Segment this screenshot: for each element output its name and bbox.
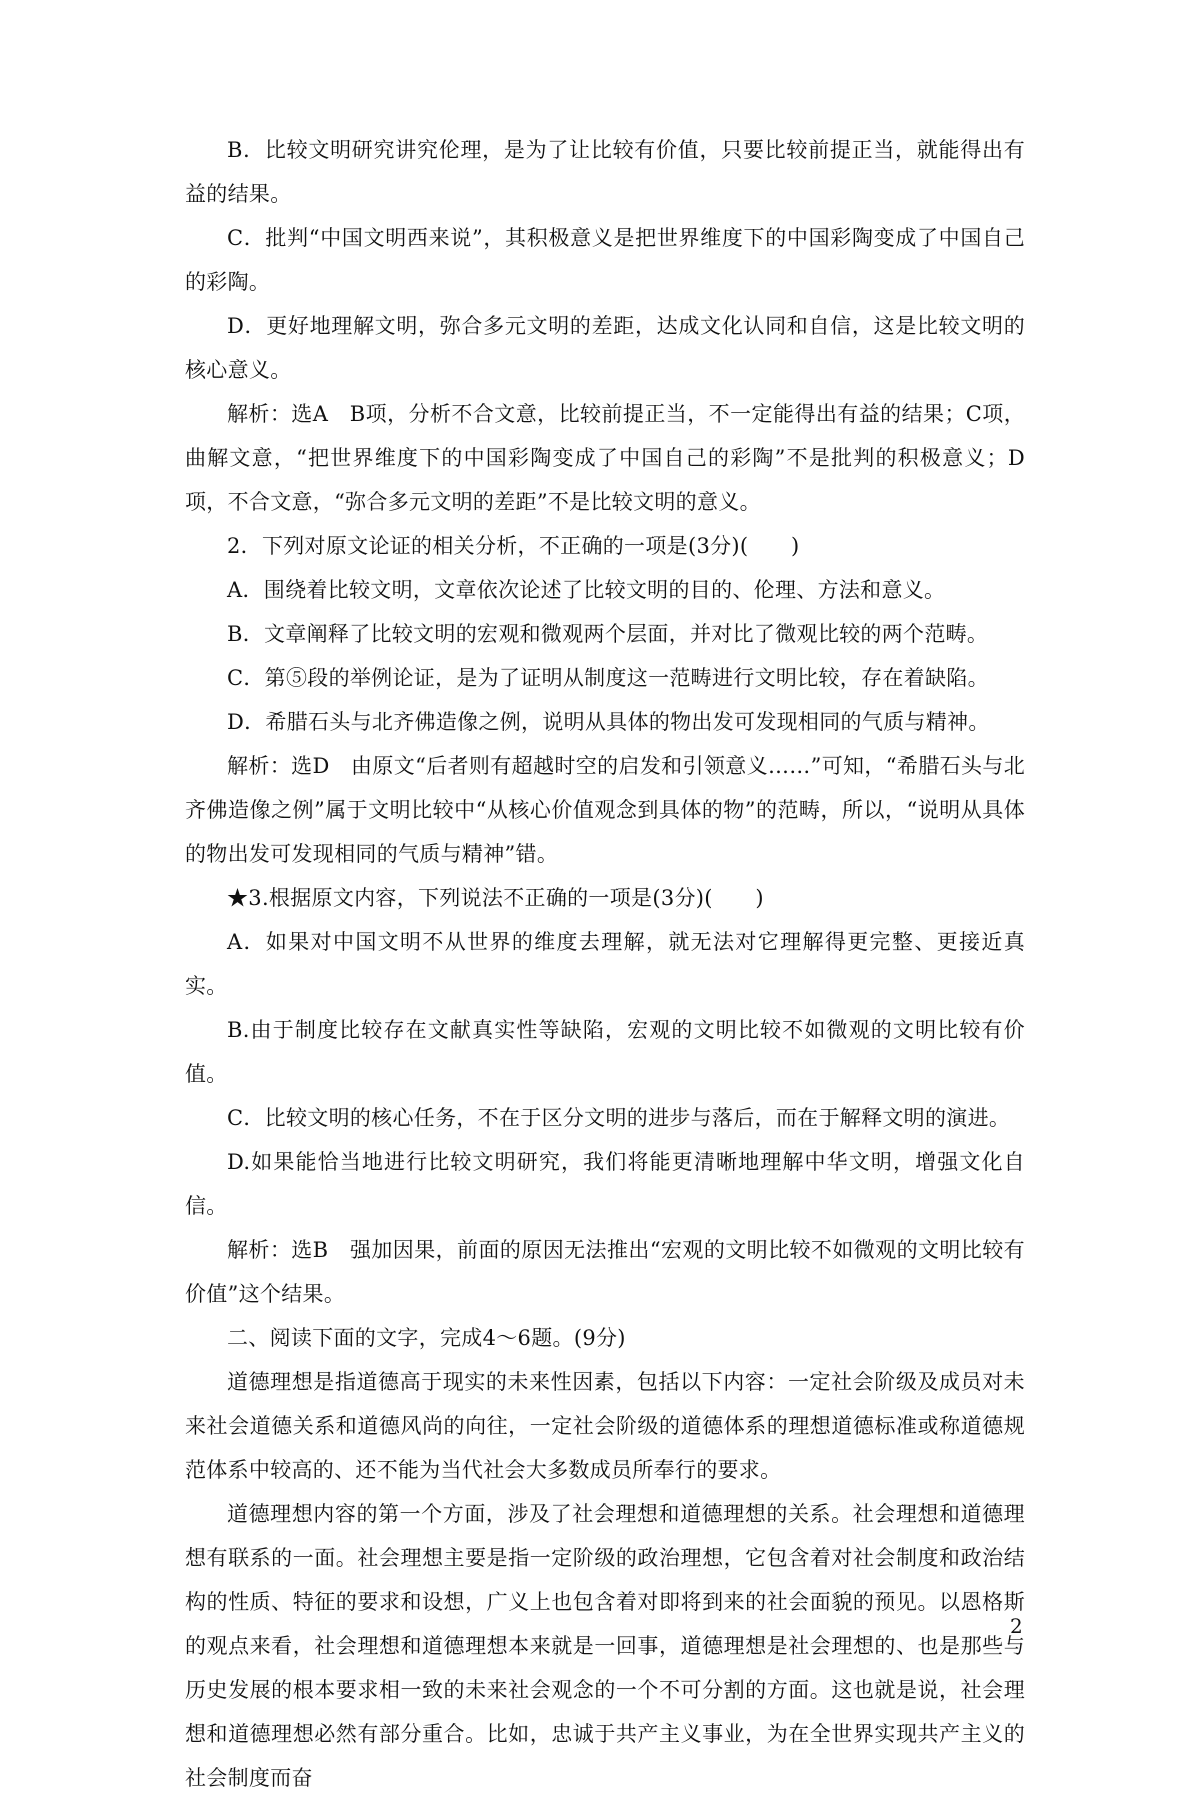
passage-paragraph-1: 道德理想是指道德高于现实的未来性因素，包括以下内容：一定社会阶级及成员对未来社会道德关系和道德风尚的向往，一定社会阶级的道德体系的理想道德标准或称道德规范体系中较高的、还不能为当代社会大多数成员所奉行的要求。 [185, 1370, 1025, 1482]
question-2: 2．下列对原文论证的相关分析，不正确的一项是(3分)( ) [227, 534, 800, 558]
option-b-q3: B.由于制度比较存在文献真实性等缺陷，宏观的文明比较不如微观的文明比较有价值。 [185, 1018, 1025, 1086]
analysis-q2: 解析：选D 由原文“后者则有超越时空的启发和引领意义……”可知，“希腊石头与北齐佛造像之例”属于文明比较中“从核心价值观念到具体的物”的范畴，所以，“说明从具体的物出发可发现相同的气质与精神”错。 [185, 754, 1025, 866]
option-c-q3: C．比较文明的核心任务，不在于区分文明的进步与落后，而在于解释文明的演进。 [227, 1106, 1011, 1130]
passage-paragraph-2: 道德理想内容的第一个方面，涉及了社会理想和道德理想的关系。社会理想和道德理想有联系的一面。社会理想主要是指一定阶级的政治理想，它包含着对社会制度和政治结构的性质、特征的要求和设想，广义上也包含着对即将到来的社会面貌的预见。以恩格斯的观点来看，社会理想和道德理想本来就是一回事，道德理想是社会理想的、也是那些与历史发展的根本要求相一致的未来社会观念的一个不可分割的方面。这也就是说，社会理想和道德理想必然有部分重合。比如，忠诚于共产主义事业，为在全世界实现共产主义的社会制度而奋 [185, 1502, 1025, 1790]
option-b-q2: B．文章阐释了比较文明的宏观和微观两个层面，并对比了微观比较的两个范畴。 [227, 622, 989, 646]
option-b-q1: B．比较文明研究讲究伦理，是为了让比较有价值，只要比较前提正当，就能得出有益的结果。 [185, 138, 1025, 206]
option-d-q3: D.如果能恰当地进行比较文明研究，我们将能更清晰地理解中华文明，增强文化自信。 [185, 1150, 1025, 1218]
body-text [185, 128, 1025, 1800]
option-d-q1: D．更好地理解文明，弥合多元文明的差距，达成文化认同和自信，这是比较文明的核心意义。 [185, 314, 1025, 382]
option-a-q3: A．如果对中国文明不从世界的维度去理解，就无法对它理解得更完整、更接近真实。 [185, 930, 1025, 998]
analysis-q3: 解析：选B 强加因果，前面的原因无法推出“宏观的文明比较不如微观的文明比较有价值”这个结果。 [185, 1238, 1025, 1306]
analysis-q1: 解析：选A B项，分析不合文意，比较前提正当，不一定能得出有益的结果；C项，曲解文意，“把世界维度下的中国彩陶变成了中国自己的彩陶”不是批判的积极意义；D项，不合文意，“弥合多元文明的差距”不是比较文明的意义。 [185, 402, 1025, 514]
question-3: ★3.根据原文内容，下列说法不正确的一项是(3分)( ) [227, 886, 764, 910]
option-d-q2: D．希腊石头与北齐佛造像之例，说明从具体的物出发可发现相同的气质与精神。 [227, 710, 990, 734]
option-c-q1: C．批判“中国文明西来说”，其积极意义是把世界维度下的中国彩陶变成了中国自己的彩陶。 [185, 226, 1025, 294]
section-heading-2: 二、阅读下面的文字，完成4～6题。(9分) [227, 1326, 626, 1350]
option-c-q2: C．第⑤段的举例论证，是为了证明从制度这一范畴进行文明比较，存在着缺陷。 [227, 666, 989, 690]
option-a-q2: A．围绕着比较文明，文章依次论述了比较文明的目的、伦理、方法和意义。 [227, 578, 946, 602]
page-number: 2 [1010, 1614, 1023, 1638]
